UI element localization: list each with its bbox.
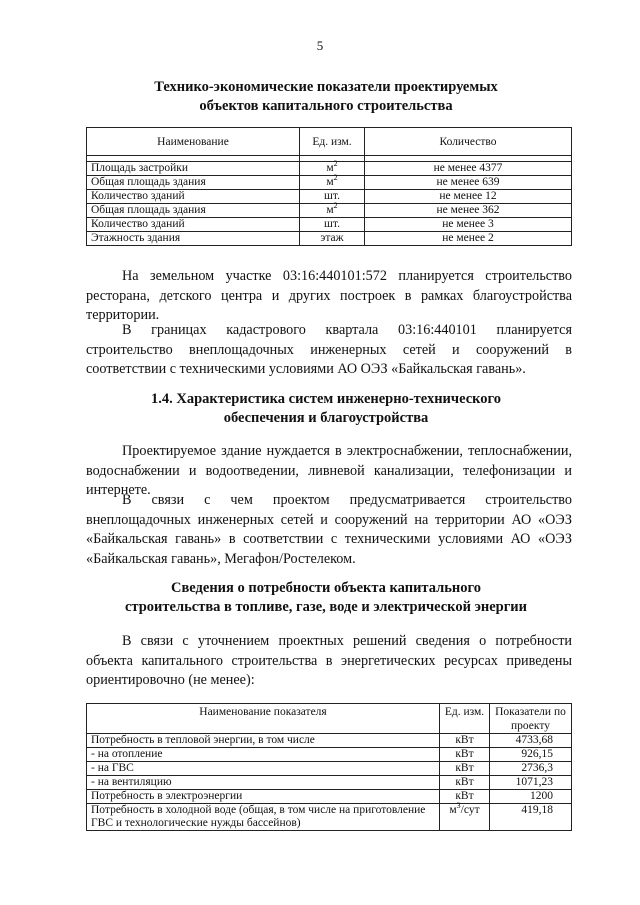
table-row: [87, 776, 572, 790]
table-row: [87, 790, 572, 804]
table-row: [87, 748, 572, 762]
column-header: Количество: [365, 128, 572, 156]
unit-exponent: 2: [333, 201, 338, 211]
column-header: Ед. изм.: [440, 704, 490, 734]
value-cell: 419,18: [490, 804, 572, 831]
table-row: [87, 204, 572, 218]
unit-exponent: 2: [333, 159, 338, 169]
unit-text: кВт: [455, 748, 474, 760]
table-row: [87, 176, 572, 190]
unit-text: м: [326, 204, 334, 216]
column-header: Наименование: [87, 128, 300, 156]
value-cell: 2736,3: [490, 762, 572, 776]
unit-text: м: [326, 176, 334, 188]
table-row: [87, 762, 572, 776]
paragraph: В границах кадастрового квартала 03:16:440101 планируется строительство внеплощадочных инженерных сетей и сооружений в соответствии с техническими условиями АО ОЭЗ «Байкальская гавань».: [86, 322, 572, 377]
value-cell: не менее 12: [365, 190, 572, 204]
paragraph: В связи с чем проектом предусматривается строительство внеплощадочных инженерных сетей и сооружений на территории АО «ОЭЗ «Байкальская гавань» в соответствии с техническими условиями АО «ОЭЗ «Байкальская гавань», Мегафон/Ростелеком.: [86, 492, 572, 567]
heading-line: объектов капитального строительства: [199, 98, 453, 114]
unit-text: кВт: [455, 762, 474, 774]
unit-text: кВт: [455, 776, 474, 788]
unit-exponent: 3: [456, 801, 461, 811]
unit-cell: [440, 790, 490, 804]
unit-text: шт.: [324, 218, 340, 230]
unit-suffix: /сут: [460, 804, 480, 816]
table-row: [87, 804, 572, 831]
value-cell: 4733,68: [490, 734, 572, 748]
paragraph: Проектируемое здание нуждается в электроснабжении, теплоснабжении, водоснабжении и водоотведении, ливневой канализации, телефонизации и интернете.: [86, 443, 572, 498]
unit-cell: [300, 190, 365, 204]
column-header: Ед. изм.: [300, 128, 365, 156]
unit-cell: [300, 218, 365, 232]
value-cell: 1200: [490, 790, 572, 804]
name-cell: Количество зданий: [87, 218, 300, 232]
name-cell: Потребность в электроэнергии: [87, 790, 440, 804]
heading-line: строительства в топливе, газе, воде и электрической энергии: [125, 599, 527, 615]
unit-cell: [440, 801, 490, 831]
page-number: 5: [316, 38, 324, 53]
name-cell: Общая площадь здания: [87, 176, 300, 190]
column-header: Показатели по проекту: [490, 704, 572, 734]
value-cell: не менее 4377: [365, 162, 572, 176]
unit-text: м: [449, 804, 457, 816]
column-header: Наименование показателя: [87, 704, 440, 734]
unit-cell: [440, 776, 490, 790]
heading-line: Технико-экономические показатели проектируемых: [154, 79, 498, 95]
table-row: [87, 218, 572, 232]
table-row: [87, 734, 572, 748]
name-cell: Потребность в холодной воде (общая, в том числе на приготовление ГВС и технологические нужды бассейнов): [87, 804, 440, 831]
name-cell: Этажность здания: [87, 232, 300, 246]
heading-line: обеспечения и благоустройства: [223, 410, 429, 426]
name-cell: Потребность в тепловой энергии, в том числе: [87, 734, 440, 748]
unit-cell: [300, 173, 365, 190]
value-cell: не менее 639: [365, 176, 572, 190]
value-cell: не менее 2: [365, 232, 572, 246]
name-cell: - на отопление: [87, 748, 440, 762]
unit-text: кВт: [455, 790, 474, 802]
heading-line: Сведения о потребности объекта капитального: [171, 580, 481, 596]
table-row: [87, 162, 572, 176]
paragraph: В связи с уточнением проектных решений сведения о потребности объекта капитального строительства в энергетических ресурсах приведены ориентировочно (не менее):: [86, 633, 572, 688]
value-cell: не менее 3: [365, 218, 572, 232]
resource-needs-table: [86, 703, 572, 831]
unit-cell: [300, 201, 365, 218]
name-cell: - на ГВС: [87, 762, 440, 776]
table-row: [87, 190, 572, 204]
unit-text: м: [326, 162, 334, 174]
unit-text: кВт: [455, 734, 474, 746]
value-cell: 1071,23: [490, 776, 572, 790]
unit-cell: [440, 748, 490, 762]
value-cell: не менее 362: [365, 204, 572, 218]
heading-line: 1.4. Характеристика систем инженерно-технического: [150, 391, 502, 407]
tech-indicators-table: [86, 127, 572, 246]
name-cell: Площадь застройки: [87, 162, 300, 176]
unit-exponent: 2: [333, 173, 338, 183]
name-cell: Количество зданий: [87, 190, 300, 204]
heading-resource-needs: [80, 579, 572, 617]
section-heading-1-4: [80, 390, 572, 428]
unit-text: этаж: [320, 232, 344, 244]
paragraph: На земельном участке 03:16:440101:572 планируется строительство ресторана, детского центра и других построек в рамках благоустройства территории.: [86, 268, 572, 323]
unit-cell: [440, 734, 490, 748]
table-row: [87, 232, 572, 246]
unit-cell: [300, 232, 365, 246]
name-cell: Общая площадь здания: [87, 204, 300, 218]
unit-text: шт.: [324, 190, 340, 202]
unit-cell: [440, 762, 490, 776]
value-cell: 926,15: [490, 748, 572, 762]
name-cell: - на вентиляцию: [87, 776, 440, 790]
unit-cell: [300, 159, 365, 176]
heading-tech-indicators: [80, 78, 572, 116]
